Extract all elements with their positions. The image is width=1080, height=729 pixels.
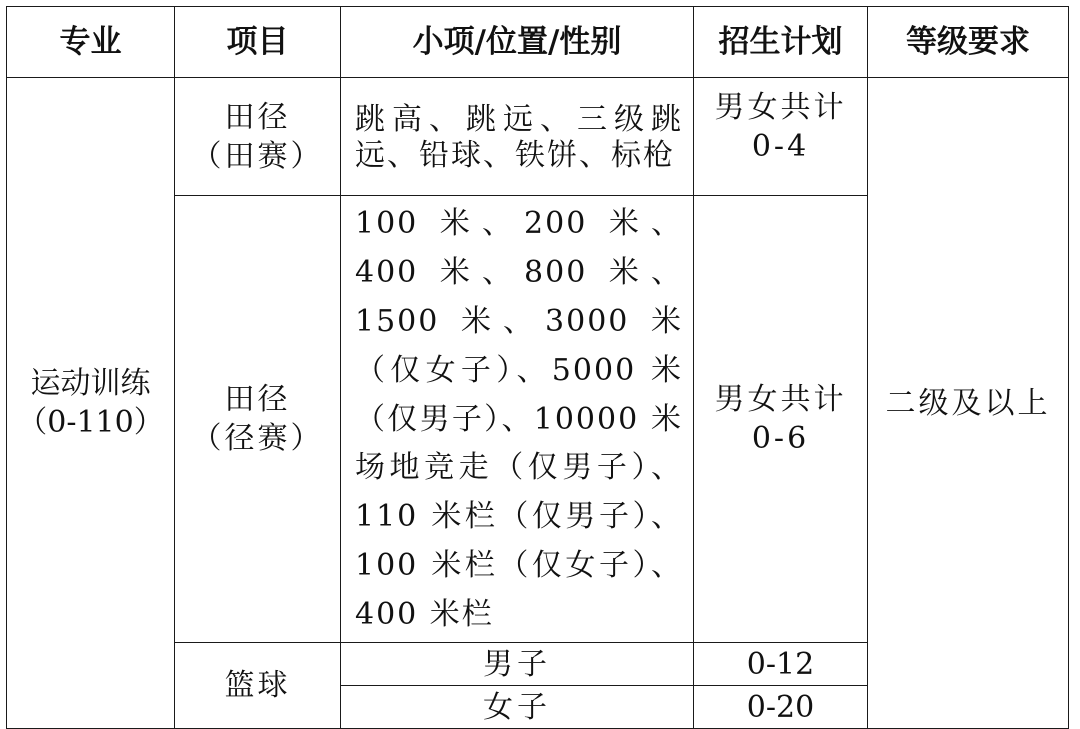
item-track-events (175, 196, 341, 643)
quota-track-events (694, 196, 868, 643)
quota-line1: 男女共计 (714, 90, 847, 125)
item-line2: （径赛） (191, 421, 324, 456)
header-sub-item: 小项/位置/性别 (341, 7, 694, 78)
item-field-events (175, 78, 341, 196)
quota-field-events (694, 78, 868, 196)
admission-table (6, 6, 1069, 729)
major-cell (7, 78, 175, 729)
quota-basketball-male: 0-12 (694, 643, 868, 686)
header-level: 等级要求 (868, 7, 1069, 78)
header-row (7, 7, 1069, 78)
major-name: 运动训练 (30, 366, 151, 401)
events-field: 跳高、跳远、三级跳远、铅球、铁饼、标枪 (341, 78, 694, 196)
quota-line2: 0-6 (751, 421, 810, 456)
major-count: （0-110） (17, 405, 164, 440)
quota-basketball-female: 0-20 (694, 686, 868, 729)
item-line1: 田径 (224, 382, 291, 417)
quota-line1: 男女共计 (714, 382, 847, 417)
item-line1: 田径 (224, 99, 291, 135)
item-line2: （田赛） (191, 138, 324, 174)
quota-line2: 0-4 (751, 129, 810, 164)
item-basketball: 篮球 (175, 643, 341, 729)
header-major: 专业 (7, 7, 175, 78)
events-track: 100 米、200 米、400 米、800 米、1500 米、3000 米（仅女子）、5000 米（仅男子）、10000 米场地竞走（仅男子）、110 米栏（仅男子）、100 米栏（仅女子）、400 米栏 (341, 196, 694, 643)
gender-male: 男子 (341, 643, 694, 686)
header-item: 项目 (175, 7, 341, 78)
header-quota: 招生计划 (694, 7, 868, 78)
gender-female: 女子 (341, 686, 694, 729)
level-cell: 二级及以上 (868, 78, 1069, 729)
table-row-field-events (7, 78, 1069, 196)
